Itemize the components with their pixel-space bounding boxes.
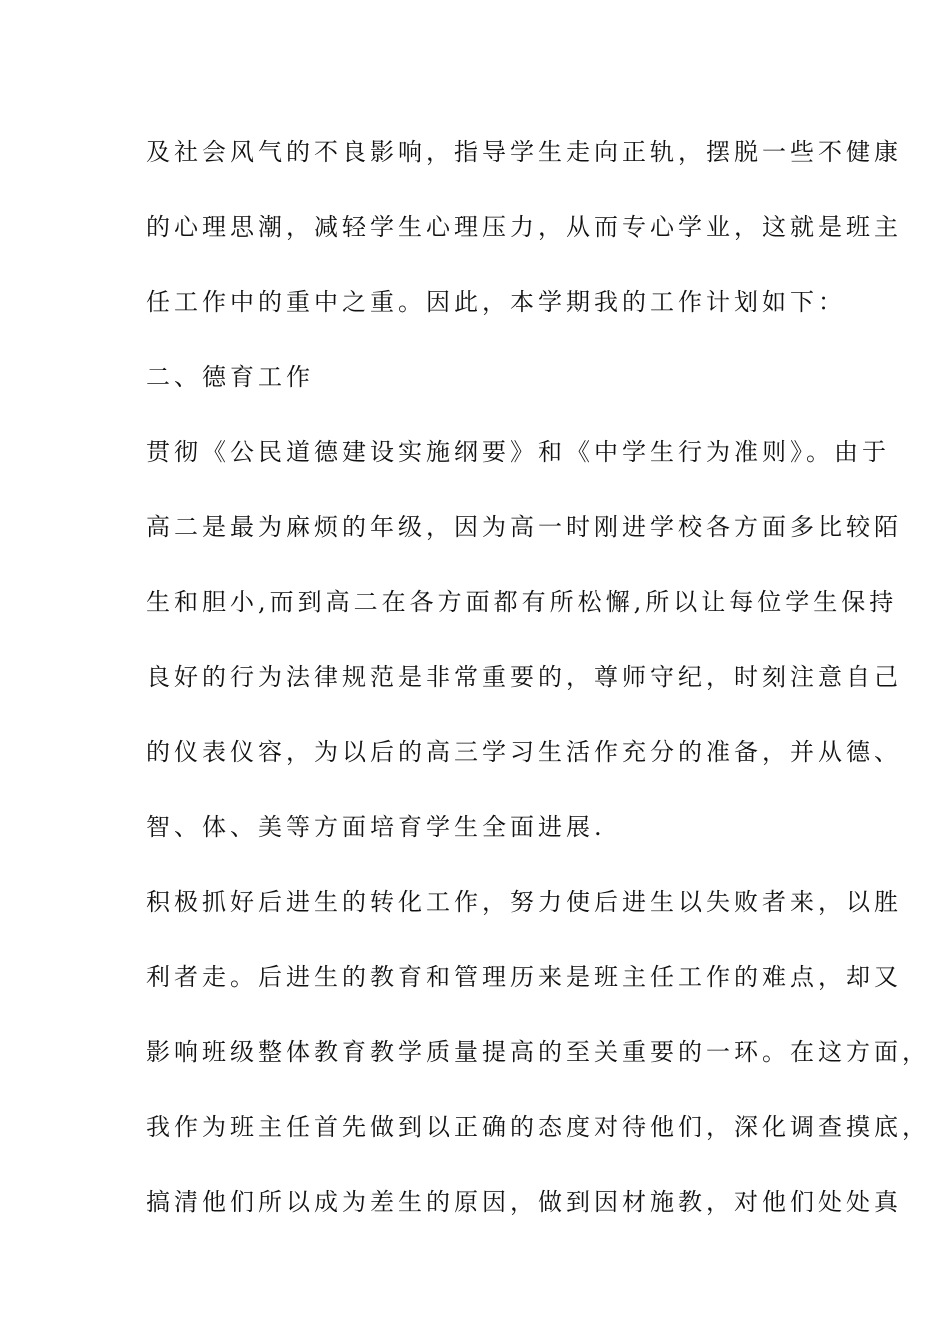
text-line: 我作为班主任首先做到以正确的态度对待他们，深化调查摸底， [146,1113,930,1141]
text-line: 良好的行为法律规范是非常重要的，尊师守纪，时刻注意自己 [146,663,902,691]
text-line: 影响班级整体教育教学质量提高的至关重要的一环。在这方面， [146,1038,930,1066]
text-line: 任工作中的重中之重。因此，本学期我的工作计划如下： [146,288,846,316]
text-line: 的仪表仪容，为以后的高三学习生活作充分的准备，并从德、 [146,738,902,766]
text-line: 生和胆小,而到高二在各方面都有所松懈,所以让每位学生保持 [146,588,898,616]
text-line: 高二是最为麻烦的年级，因为高一时刚进学校各方面多比较陌 [146,513,902,541]
text-line: 及社会风气的不良影响，指导学生走向正轨，摆脱一些不健康 [146,138,902,166]
text-line: 智、体、美等方面培育学生全面进展. [146,813,606,841]
text-line: 利者走。后进生的教育和管理历来是班主任工作的难点，却又 [146,963,902,991]
section-heading: 二、德育工作 [146,363,314,391]
text-line: 搞清他们所以成为差生的原因，做到因材施教，对他们处处真 [146,1188,902,1216]
text-line: 积极抓好后进生的转化工作，努力使后进生以失败者来，以胜 [146,888,902,916]
text-line: 的心理思潮，减轻学生心理压力，从而专心学业，这就是班主 [146,213,902,241]
text-line: 贯彻《公民道德建设实施纲要》和《中学生行为准则》。由于 [146,438,890,466]
